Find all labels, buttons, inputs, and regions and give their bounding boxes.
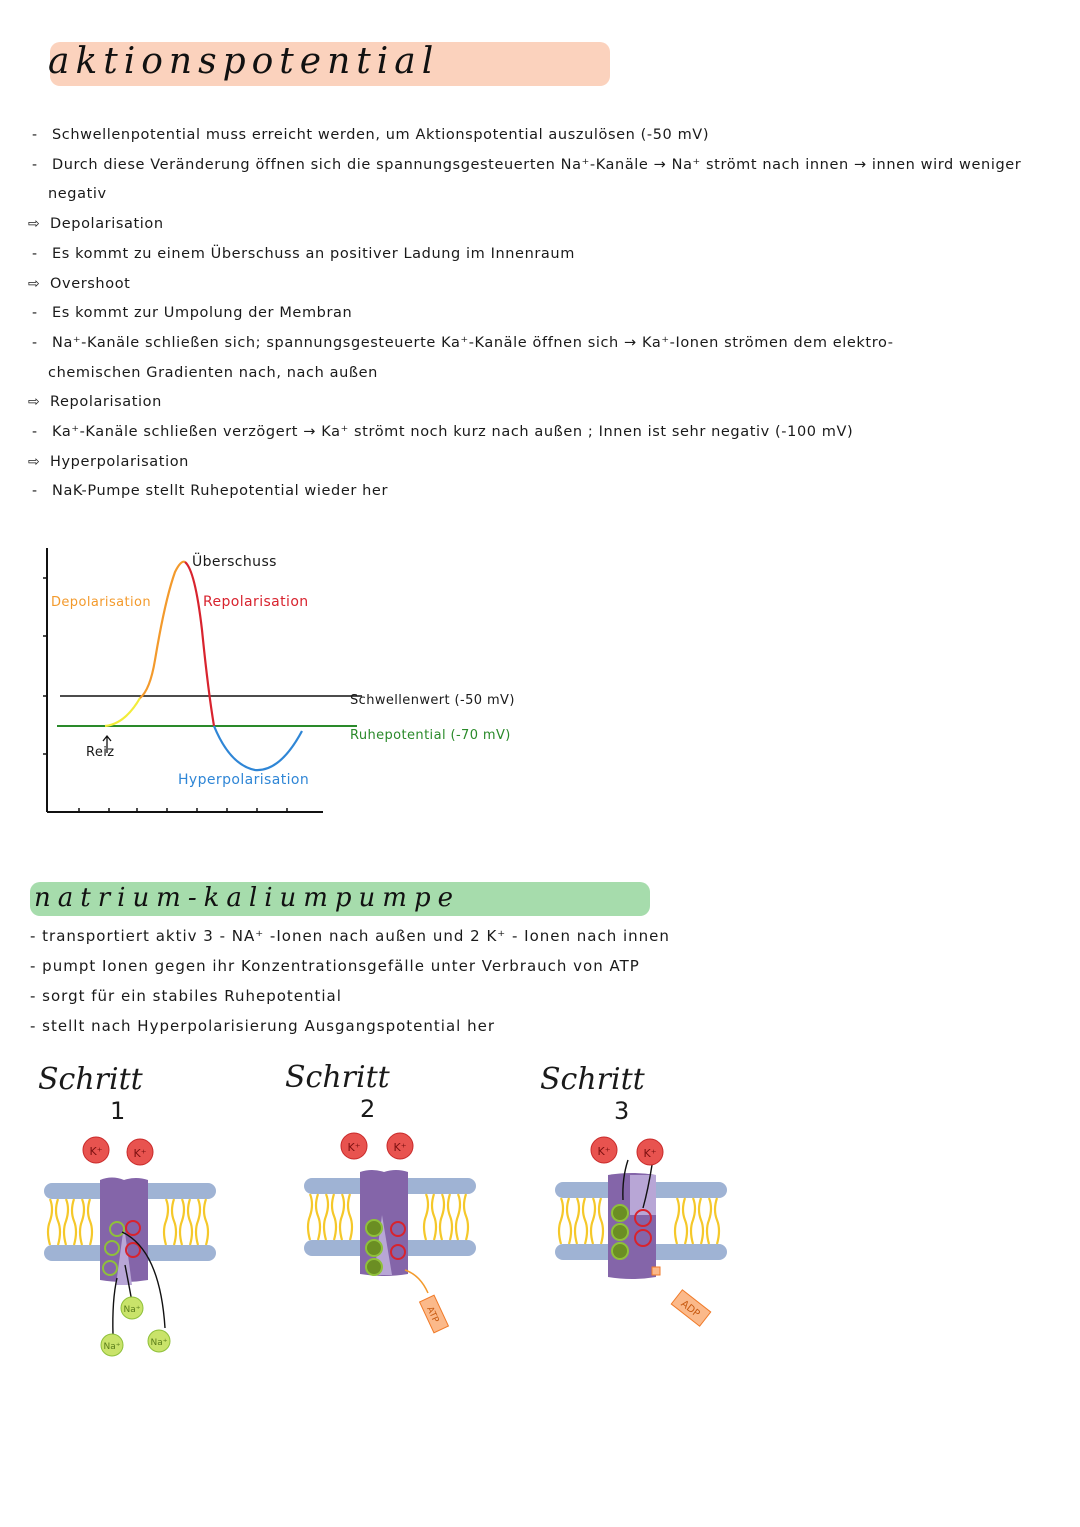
label-stimulus: Reiz — [86, 745, 115, 760]
k-ion — [637, 1139, 663, 1165]
note-line: - transportiert aktiv 3 - NA⁺ -Ionen nach außen und 2 K⁺ - Ionen nach innen — [30, 927, 670, 945]
step-3-diagram — [555, 1137, 727, 1326]
step-1-diagram — [44, 1137, 216, 1356]
bullet-dash: - — [32, 483, 38, 500]
note-line: - pumpt Ionen gegen ihr Konzentrationsgefälle unter Verbrauch von ATP — [30, 957, 640, 975]
note-line: - sorgt für ein stabiles Ruhepotential — [30, 987, 342, 1005]
label-resting-potential: Ruhepotential (-70 mV) — [350, 728, 511, 743]
step-1-title: Schritt — [38, 1062, 143, 1097]
note-line: Na⁺-Kanäle schließen sich; spannungsgesteuerte Ka⁺-Kanäle öffnen sich → Ka⁺-Ionen strömen dem elektro- — [52, 334, 894, 351]
note-line: Overshoot — [50, 275, 131, 292]
bullet-dash: - — [32, 245, 38, 262]
title-script: aktionspotential — [48, 41, 440, 82]
bullet-dash: - — [32, 305, 38, 322]
note-line: Hyperpolarisation — [50, 453, 189, 470]
section-title-natrium-kaliumpumpe — [30, 878, 690, 922]
svg-text:ATP: ATP — [424, 1305, 441, 1325]
atp-molecule — [420, 1295, 449, 1333]
stimulus-curve — [105, 698, 140, 726]
k-ion — [83, 1137, 109, 1163]
arrow-right-icon: ⇨ — [28, 275, 40, 292]
page-title-aktionspotential — [30, 28, 630, 98]
k-ion — [341, 1133, 367, 1159]
svg-text:Na⁺: Na⁺ — [150, 1338, 168, 1348]
na-ion — [148, 1330, 170, 1352]
step-2-title: Schritt — [285, 1060, 390, 1095]
label-depolarisation: Depolarisation — [51, 595, 151, 610]
title-script: natrium-kaliumpumpe — [34, 883, 460, 913]
note-line: Es kommt zu einem Überschuss an positiver Ladung im Innenraum — [52, 245, 575, 262]
depolarisation-curve — [140, 562, 185, 698]
arrow-right-icon: ⇨ — [28, 394, 40, 411]
note-line: Schwellenpotential muss erreicht werden, um Aktionspotential auszulösen (-50 mV) — [52, 127, 710, 143]
repolarisation-curve — [185, 562, 214, 726]
arrow-icon — [405, 1270, 428, 1293]
svg-text:K⁺: K⁺ — [133, 1147, 147, 1160]
hyperpolarisation-curve — [214, 726, 302, 770]
step-3-number: 3 — [614, 1097, 630, 1125]
label-threshold: Schwellenwert (-50 mV) — [350, 693, 515, 708]
svg-text:K⁺: K⁺ — [347, 1141, 361, 1154]
k-ion — [127, 1139, 153, 1165]
note-line: - stellt nach Hyperpolarisierung Ausgangspotential her — [30, 1017, 495, 1035]
label-hyperpolarisation: Hyperpolarisation — [178, 772, 310, 788]
step-1-number: 1 — [110, 1097, 126, 1125]
step-2-diagram — [304, 1133, 476, 1333]
adp-molecule — [671, 1290, 710, 1326]
arrow-right-icon: ⇨ — [28, 453, 40, 470]
bullet-dash: - — [32, 156, 38, 173]
note-line: Repolarisation — [50, 394, 162, 411]
note-line: Durch diese Veränderung öffnen sich die spannungsgesteuerten Na⁺-Kanäle → Na⁺ strömt nach innen → innen wird weniger — [52, 156, 1022, 173]
bullet-dash: - — [32, 424, 38, 440]
step-2-number: 2 — [360, 1095, 376, 1123]
label-peak: Überschuss — [192, 554, 277, 570]
svg-text:K⁺: K⁺ — [643, 1147, 657, 1160]
na-ion — [101, 1334, 123, 1356]
note-line: chemischen Gradienten nach, nach außen — [48, 364, 378, 381]
k-ion — [591, 1137, 617, 1163]
svg-text:ADP: ADP — [678, 1298, 702, 1320]
na-ion — [121, 1297, 143, 1319]
note-line: Es kommt zur Umpolung der Membran — [52, 305, 353, 322]
note-line: Ka⁺-Kanäle schließen verzögert → Ka⁺ strömt noch kurz nach außen ; Innen ist sehr negativ (-100 mV) — [52, 424, 854, 440]
arrow-right-icon: ⇨ — [28, 216, 40, 233]
bullet-dash: - — [32, 334, 38, 351]
step-3-title: Schritt — [540, 1062, 645, 1097]
note-line: negativ — [48, 186, 107, 203]
svg-text:K⁺: K⁺ — [393, 1141, 407, 1154]
note-line: NaK-Pumpe stellt Ruhepotential wieder her — [52, 483, 389, 500]
bullet-dash: - — [32, 127, 38, 143]
svg-text:Na⁺: Na⁺ — [123, 1305, 141, 1315]
note-line: Depolarisation — [50, 216, 164, 233]
k-ion — [387, 1133, 413, 1159]
label-repolarisation: Repolarisation — [203, 594, 309, 610]
svg-text:K⁺: K⁺ — [597, 1145, 611, 1158]
svg-text:Na⁺: Na⁺ — [103, 1342, 121, 1352]
pump-steps-diagram — [0, 1126, 760, 1380]
svg-text:K⁺: K⁺ — [89, 1145, 103, 1158]
